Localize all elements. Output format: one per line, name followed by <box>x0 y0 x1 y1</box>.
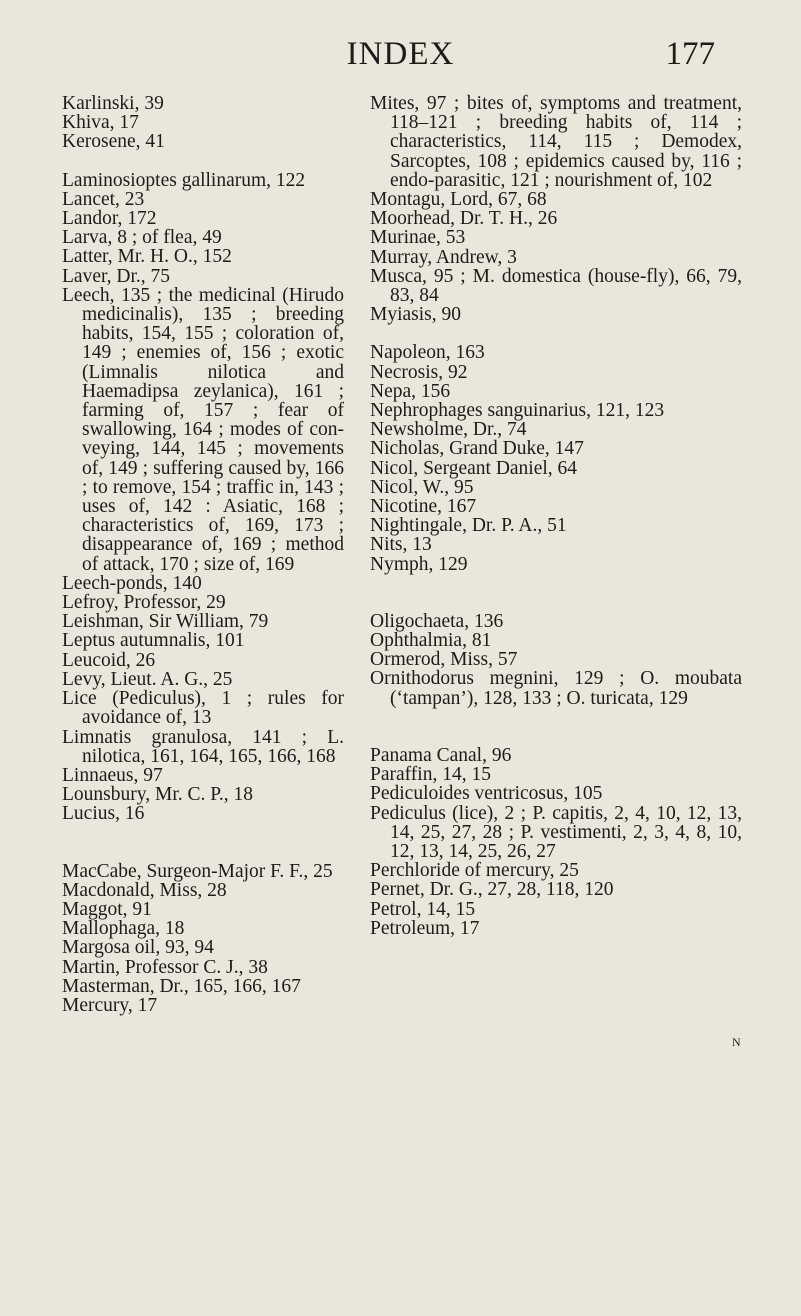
page-number: 177 <box>665 36 715 72</box>
index-entry: Murray, Andrew, 3 <box>370 246 517 268</box>
index-entry: Nits, 13 <box>370 534 432 556</box>
index-entry: Panama Canal, 96 <box>370 744 512 766</box>
index-entry: Perchloride of mercury, 25 <box>370 860 579 882</box>
index-entry: Ormerod, Miss, 57 <box>370 649 518 671</box>
section-gap <box>370 574 742 612</box>
index-entry: Nicol, W., 95 <box>370 476 474 498</box>
index-entry: Laver, Dr., 75 <box>62 265 171 287</box>
index-entry: Pediculoides ventricosus, 105 <box>370 783 603 805</box>
section-gap <box>370 324 742 343</box>
index-column-left <box>62 94 344 1015</box>
index-entry: Pernet, Dr. G., 27, 28, 118, 120 <box>370 879 614 901</box>
index-entry: Pediculus (lice), 2 ; P. capitis, 2, 4, 10, 12, 13, 14, 25, 27, 28 ; P. vestimenti, 2, 3, 4, 8, 10, 12, 13, 14, 25, 26, 27 <box>370 802 742 862</box>
index-entry: Limnatis granulosa, 141 ; L. nilotica, 161, 164, 165, 166, 168 <box>62 726 344 767</box>
index-entry: Macdonald, Miss, 28 <box>62 879 227 901</box>
index-entry: Leptus autumnalis, 101 <box>62 630 245 652</box>
section-gap <box>370 708 742 746</box>
index-entry: Martin, Professor C. J., 38 <box>62 956 268 978</box>
signature-mark: N <box>732 1035 741 1049</box>
index-entry: Lefroy, Professor, 29 <box>62 592 226 614</box>
section-gap <box>62 824 344 862</box>
index-entry: Lice (Pediculus), 1 ; rules for avoidance of, 13 <box>62 688 344 729</box>
index-entry: Lounsbury, Mr. C. P., 18 <box>62 784 254 806</box>
index-entry: Leech-ponds, 140 <box>62 572 202 594</box>
index-entry: Newsholme, Dr., 74 <box>370 419 527 441</box>
index-entry: Petrol, 14, 15 <box>370 898 476 920</box>
index-entry: Lucius, 16 <box>62 803 145 825</box>
index-entry: Levy, Lieut. A. G., 25 <box>62 668 233 690</box>
index-entry: Nymph, 129 <box>370 553 468 575</box>
index-entry: Petroleum, 17 <box>370 917 480 939</box>
index-entry: Margosa oil, 93, 94 <box>62 937 214 959</box>
index-entry: Larva, 8 ; of flea, 49 <box>62 227 222 249</box>
index-entry: Napoleon, 163 <box>370 342 485 364</box>
page-header <box>0 36 801 88</box>
index-entry: Leech, 135 ; the medicinal (Hirudo medicinalis), 135 ; breeding habits, 154, 155 ; coloration of, 149 ; enemies of, 156 ; exotic (Limnalis nilotica and Haemadipsa zeylanica), 161 ; farming of, 157 ; fear of swallowing, 164 ; modes of conveying, 144, 145 ; movements of, 149 ; suffering caused by, 166 ; to remove, 154 ; traffic in, 143 ; uses of, 142 : Asiatic, 168 ; characteristics of, 169, 173 ; disappearance of, 169 ; method of attack, 170 ; size of, 169 <box>62 284 344 575</box>
index-entry: Necrosis, 92 <box>370 361 468 383</box>
index-entry: Paraffin, 14, 15 <box>370 764 491 786</box>
index-entry: Landor, 172 <box>62 208 157 230</box>
index-entry: Karlinski, 39 <box>62 93 164 114</box>
index-entry: Latter, Mr. H. O., 152 <box>62 246 232 268</box>
section-gap <box>62 152 344 171</box>
index-entry: Leishman, Sir William, 79 <box>62 611 269 633</box>
index-entry: Mites, 97 ; bites of, symptoms and treatment, 118–121 ; breeding habits of, 114 ; characteristics, 114, 115 ; Demodex, Sarcoptes, 108 ; epidemics caused by, 116 ; endo-parasitic, 121 ; nourishment of, 102 <box>370 93 742 191</box>
index-entry: Nightingale, Dr. P. A., 51 <box>370 515 567 537</box>
page-title: INDEX <box>346 36 455 72</box>
index-entry: Murinae, 53 <box>370 227 466 249</box>
index-entry: Nepa, 156 <box>370 380 451 402</box>
index-entry: Montagu, Lord, 67, 68 <box>370 189 547 211</box>
index-entry: Nephrophages sanguinarius, 121, 123 <box>370 400 665 422</box>
index-column-right <box>370 94 742 938</box>
index-entry: Linnaeus, 97 <box>62 764 163 786</box>
index-entry: Mercury, 17 <box>62 994 158 1016</box>
index-entry: Mallophaga, 18 <box>62 918 185 940</box>
index-entry: Nicotine, 167 <box>370 496 477 518</box>
index-entry: Leucoid, 26 <box>62 649 156 671</box>
index-entry: Maggot, 91 <box>62 898 152 920</box>
index-entry: Nicholas, Grand Duke, 147 <box>370 438 584 460</box>
index-entry: MacCabe, Surgeon-Major F. F., 25 <box>62 860 333 882</box>
index-entry: Kerosene, 41 <box>62 131 165 153</box>
index-entry: Nicol, Sergeant Daniel, 64 <box>370 457 578 479</box>
index-entry: Ornithodorus megnini, 129 ; O. moubata (‘tampan’), 128, 133 ; O. turicata, 129 <box>370 668 742 709</box>
index-entry: Myiasis, 90 <box>370 304 462 326</box>
index-entry: Moorhead, Dr. T. H., 26 <box>370 208 558 230</box>
index-entry: Musca, 95 ; M. domestica (house-fly), 66, 79, 83, 84 <box>370 265 742 307</box>
index-entry: Oligochaeta, 136 <box>370 610 504 632</box>
index-entry: Khiva, 17 <box>62 112 139 134</box>
index-entry: Ophthalmia, 81 <box>370 630 492 652</box>
index-entry: Lancet, 23 <box>62 188 145 210</box>
index-entry: Masterman, Dr., 165, 166, 167 <box>62 975 301 997</box>
index-entry: Laminosioptes gallinarum, 122 <box>62 169 306 191</box>
